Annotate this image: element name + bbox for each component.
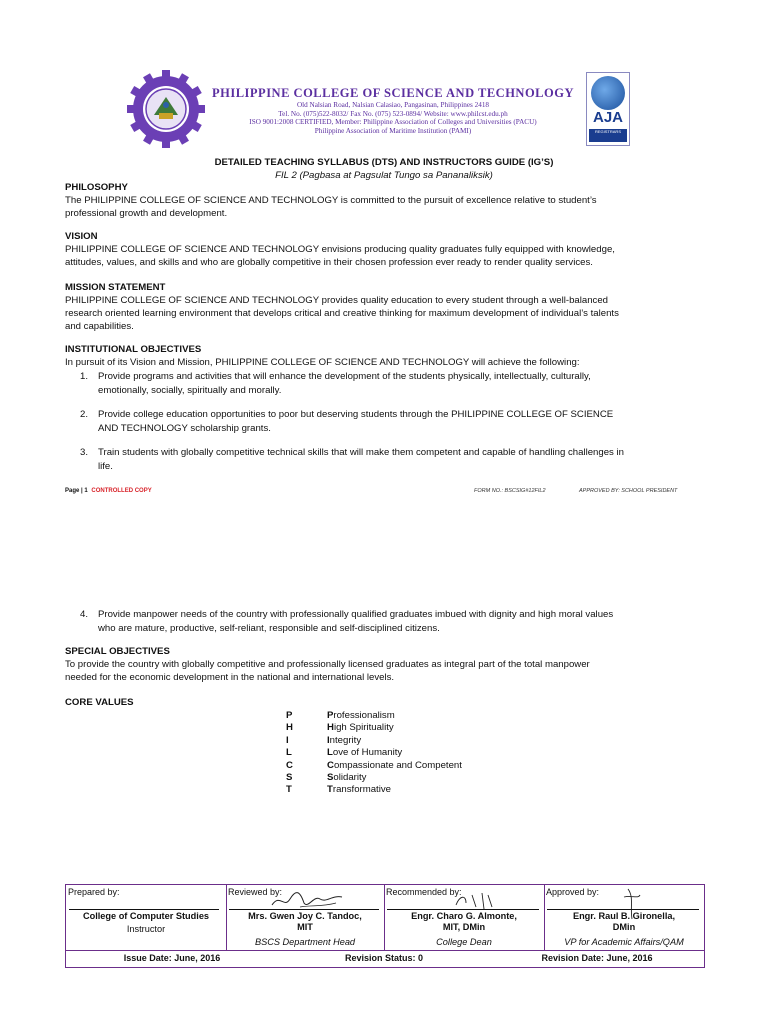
core-value-letter: T: [286, 784, 292, 796]
signature-line: [387, 909, 539, 910]
objective-number: 2.: [80, 409, 89, 420]
prepared-cell: [66, 885, 227, 950]
special-line: To provide the country with globally competitive and professionally licensed graduates as integral part of the total manpower: [65, 659, 590, 670]
core-value-rest: ompassionate and Competent: [333, 759, 462, 771]
recommended-degree: MIT, DMin: [442, 922, 486, 932]
core-value-initial: S: [327, 772, 334, 783]
special-heading: SPECIAL OBJECTIVES: [65, 646, 170, 657]
objective-line: Train students with globally competitive technical skills that will make them competent and capable of handling challenges in: [98, 447, 624, 458]
signature-line: [69, 909, 219, 910]
mission-line: research oriented learning environment that develops critical and creative thinking for maximum development of individual’s talents: [65, 308, 619, 319]
approved-name-line: Engr. Raul B. Gironella,: [572, 911, 676, 921]
reviewed-degree: MIT: [297, 922, 313, 932]
badge-subtext: REGISTRARS: [589, 129, 627, 142]
objective-line: who are mature, productive, self-reliant, responsible and self-disciplined citizens.: [98, 622, 440, 634]
core-value-rest: olidarity: [333, 772, 367, 783]
core-value-rest: ove of Humanity: [332, 747, 403, 759]
objective-line: AND TECHNOLOGY scholarship grants.: [98, 422, 271, 434]
page-number: [65, 488, 152, 494]
signature-line: [547, 909, 699, 910]
core-value-letter: I: [286, 734, 289, 746]
approved-by-footer: APPROVED BY: SCHOOL PRESIDENT: [579, 488, 678, 494]
globe-icon: [591, 76, 625, 110]
core-values-list: [0, 710, 768, 800]
vision-line: PHILIPPINE COLLEGE OF SCIENCE AND TECHNOLOGY envisions producing quality graduates fully equipped with knowledge,: [65, 244, 615, 255]
page-separator: |: [81, 488, 83, 494]
mission-line: PHILIPPINE COLLEGE OF SCIENCE AND TECHNOLOGY provides quality education to every student through a well-balanced: [65, 295, 609, 306]
core-value-rest: rofessionalism: [333, 710, 395, 721]
issue-row: [66, 950, 704, 967]
objective-line: Provide programs and activities that will enhance the development of the students physically, intellectually, culturally,: [98, 371, 591, 382]
philosophy-line: professional growth and development.: [65, 208, 228, 219]
core-value-word: [327, 784, 391, 796]
core-value-word: [327, 747, 402, 759]
letterhead: [96, 64, 672, 150]
address-line-2: Tel. No. (075)522-8032/ Fax No. (075) 523-0894/ Website: www.philcst.edu.ph: [278, 109, 508, 118]
vision-line: attitudes, values, and skills and who are globally competitive in their chosen profession ever ready to render quality services.: [65, 257, 593, 268]
college-name: PHILIPPINE COLLEGE OF SCIENCE AND TECHNOLOGY: [212, 86, 574, 100]
core-value-rest: igh Spirituality: [333, 722, 394, 734]
objective-line: Provide college education opportunities to poor but deserving students through the PHILIPPINE COLLEGE OF SCIENCE: [98, 409, 614, 420]
core-value-word: [327, 760, 462, 772]
address-line-4: Philippine Association of Maritime Institution (PAMI): [314, 126, 472, 135]
mission-text: [65, 294, 701, 333]
recommended-name: [384, 911, 544, 933]
core-value-initial: P: [327, 710, 334, 721]
objective-item: [80, 608, 702, 635]
vision-heading: VISION: [65, 231, 98, 242]
reviewed-name-line: Mrs. Gwen Joy C. Tandoc,: [248, 911, 362, 921]
address-line-1: Old Nalsian Road, Nalsian Calasiao, Pangasinan, Philippines 2418: [296, 101, 490, 109]
signature-scribble-icon: [270, 889, 344, 911]
philosophy-text: [65, 194, 701, 220]
recommended-name-line: Engr. Charo G. Almonte,: [411, 911, 517, 921]
approved-name: [544, 911, 704, 933]
core-value-letter: L: [286, 747, 292, 759]
recommended-role: College Dean: [436, 937, 492, 947]
objective-number: 4.: [80, 609, 89, 620]
document-subtitle: FIL 2 (Pagbasa at Pagsulat Tungo sa Pananaliksik): [275, 170, 493, 181]
objective-item: [80, 408, 702, 435]
objective-line: emotionally, socially, spiritually and morally.: [98, 384, 282, 396]
mission-heading: MISSION STATEMENT: [65, 282, 166, 293]
core-value-initial: C: [327, 759, 334, 771]
college-seal-icon: [126, 69, 206, 149]
aja-registrars-badge: [586, 72, 630, 146]
revision-date: Revision Date: June, 2016: [541, 953, 653, 963]
core-value-initial: L: [327, 747, 333, 759]
form-number: FORM NO.: BSCSIG#12FIL2: [474, 488, 546, 494]
core-value-initial: H: [327, 722, 334, 734]
recommended-cell: [384, 885, 545, 950]
objective-item: [80, 446, 702, 473]
page-label: Page: [65, 488, 80, 494]
core-value-letter: P: [286, 710, 293, 721]
core-value-initial: T: [327, 784, 333, 796]
signature-scribble-icon: [452, 889, 502, 911]
institutional-heading: INSTITUTIONAL OBJECTIVES: [65, 344, 202, 355]
prepared-name: College of Computer Studies: [82, 911, 210, 921]
core-value-initial: I: [327, 734, 330, 746]
signature-line: [229, 909, 379, 910]
objective-line: Provide manpower needs of the country with professionally qualified graduates imbued with dignity and high moral values: [98, 609, 614, 620]
issue-date: Issue Date: June, 2016: [123, 953, 221, 963]
objective-number: 1.: [80, 371, 89, 382]
reviewed-cell: [226, 885, 385, 950]
core-values-heading: CORE VALUES: [65, 697, 134, 708]
revision-status: Revision Status: 0: [344, 953, 424, 963]
approved-label: Approved by:: [546, 887, 600, 897]
core-value-word: [327, 772, 366, 784]
document-title: DETAILED TEACHING SYLLABUS (DTS) AND INSTRUCTORS GUIDE (IG’S): [214, 157, 554, 168]
signature-table: [65, 884, 705, 968]
special-text: [65, 658, 701, 684]
page-num: 1: [84, 488, 88, 494]
badge-text: AJA: [592, 109, 623, 126]
approved-degree: DMin: [612, 922, 636, 932]
reviewed-label: Reviewed by:: [228, 887, 283, 897]
approved-role: VP for Academic Affairs/QAM: [564, 937, 684, 947]
objective-number: 3.: [80, 447, 89, 458]
prepared-label: Prepared by:: [68, 887, 120, 897]
approved-cell: [544, 885, 704, 950]
objective-line: life.: [98, 460, 113, 472]
recommended-label: Recommended by:: [386, 887, 462, 897]
core-value-word: [327, 710, 395, 722]
address-line-3: ISO 9001:2008 CERTIFIED, Member: Philippine Association of Colleges and Universities (PACU): [249, 118, 537, 126]
philosophy-line: The PHILIPPINE COLLEGE OF SCIENCE AND TECHNOLOGY is committed to the pursuit of excellence relative to student’s: [65, 195, 597, 206]
core-value-rest: ransformative: [332, 784, 391, 796]
core-value-word: [327, 735, 361, 747]
objective-item: [80, 370, 702, 397]
core-value-letter: S: [286, 772, 293, 783]
reviewed-name: [226, 911, 384, 933]
core-value-rest: ntegrity: [329, 734, 362, 746]
controlled-copy: CONTROLLED COPY: [91, 488, 152, 494]
philosophy-heading: PHILOSOPHY: [65, 182, 128, 193]
mission-line: and capabilities.: [65, 321, 134, 332]
core-value-letter: C: [286, 759, 293, 771]
prepared-role: Instructor: [126, 924, 166, 934]
reviewed-role: BSCS Department Head: [254, 937, 356, 947]
vision-text: [65, 243, 701, 269]
core-value-word: [327, 722, 394, 734]
institutional-intro: In pursuit of its Vision and Mission, PHILIPPINE COLLEGE OF SCIENCE AND TECHNOLOGY will achieve the following:: [65, 357, 580, 368]
special-line: needed for the economic development in the national and international levels.: [65, 672, 395, 683]
core-value-letter: H: [286, 722, 293, 734]
